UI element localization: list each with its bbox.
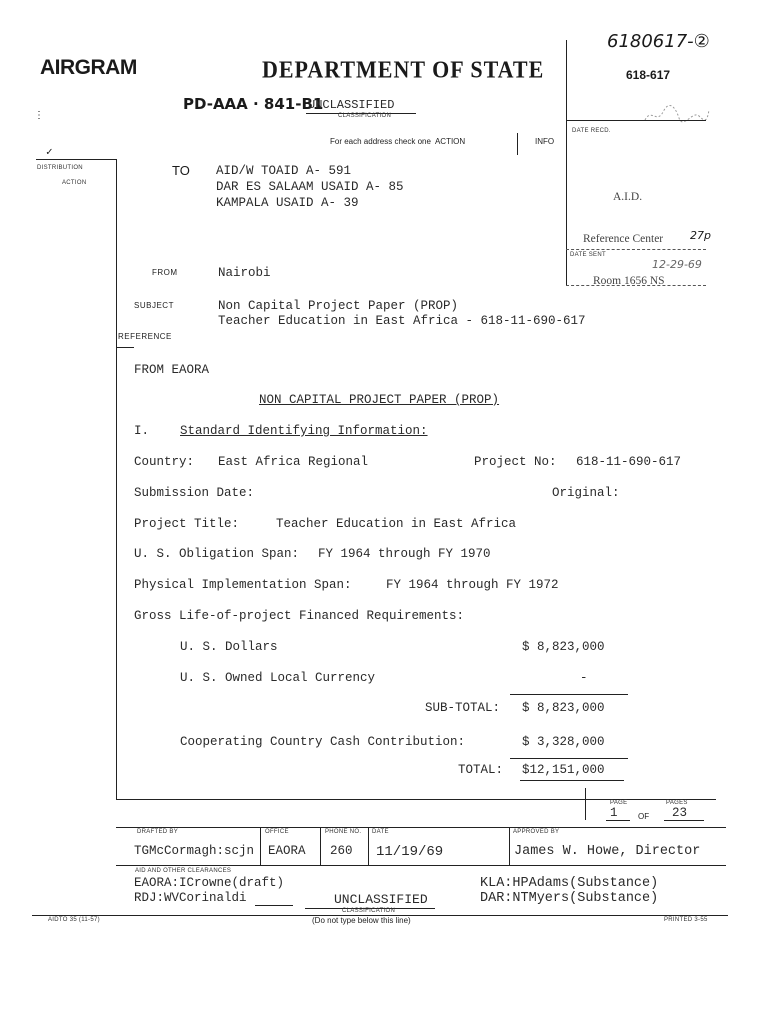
classification-top: UNCLASSIFIED (308, 98, 395, 112)
reference-label: REFERENCE (118, 332, 172, 341)
pages-value: 23 (672, 806, 688, 820)
date-sent-value: 12-29-69 (652, 258, 702, 271)
total-value: $12,151,000 (522, 763, 605, 777)
obligation-label: U. S. Obligation Span: (134, 547, 300, 561)
subject-line2: Teacher Education in East Africa - 618-11-690-617 (218, 314, 586, 328)
office-label: OFFICE (265, 829, 289, 835)
stamp-line3: Room 1656 NS (593, 275, 665, 287)
to-label: TO (172, 163, 190, 178)
classification-label-bottom: CLASSIFICATION (342, 908, 396, 914)
date-label: DATE (372, 829, 389, 835)
date-sent-label: DATE SENT (570, 252, 606, 258)
original-label: Original: (552, 486, 620, 500)
section-number: I. (134, 424, 150, 438)
from-label: FROM (152, 268, 178, 277)
clearance-right2: DAR:NTMyers(Substance) (480, 891, 659, 906)
clearance-left1: EAORA:ICrowne(draft) (134, 876, 285, 890)
date-recd-label: DATE RECD. (572, 128, 611, 134)
drafted-by-value: TGMcCormagh:scjn (134, 844, 255, 858)
implementation-label: Physical Implementation Span: (134, 578, 352, 592)
form-number: AIDTO 35 (11-57) (48, 917, 100, 923)
distribution-label: DISTRIBUTION (37, 165, 83, 171)
initials-scribble-icon (622, 84, 711, 133)
local-currency-label: U. S. Owned Local Currency (180, 671, 376, 685)
of-label: OF (638, 812, 650, 821)
do-not-type-note: (Do not type below this line) (312, 916, 411, 925)
margin-arrow-icon: ✓ (46, 147, 53, 159)
coop-contribution-value: $ 3,328,000 (522, 735, 605, 749)
phone-label: PHONE NO. (325, 829, 362, 835)
stamp-line2: Reference Center (583, 233, 664, 245)
info-label: INFO (535, 137, 555, 146)
gross-requirements-label: Gross Life-of-project Financed Requirements: (134, 609, 465, 623)
form-type-title: AIRGRAM (40, 56, 137, 79)
approved-by-value: James W. Howe, Director (514, 844, 701, 859)
page-count-note: 27p (690, 229, 711, 242)
classification-bottom: UNCLASSIFIED (334, 892, 428, 907)
from-value: Nairobi (218, 266, 271, 280)
margin-mark-icon: ⋮ (34, 111, 44, 122)
to-line1: AID/W TOAID A- 591 (216, 164, 352, 178)
project-title-label: Project Title: (134, 517, 240, 531)
local-currency-value: - (580, 671, 588, 685)
document-heading: NON CAPITAL PROJECT PAPER (PROP) (259, 393, 500, 407)
clearances-label: AID AND OTHER CLEARANCES (135, 868, 232, 874)
from-eaora: FROM EAORA (134, 363, 210, 377)
coop-contribution-label: Cooperating Country Cash Contribution: (180, 735, 466, 749)
action-label: ACTION (62, 180, 87, 186)
printed-date: PRINTED 3-55 (664, 917, 708, 923)
project-title-value: Teacher Education in East Africa (276, 517, 517, 531)
doc-id: PD-AAA · 841-B1 (183, 95, 324, 113)
pages-label: PAGES (666, 800, 688, 806)
total-label: TOTAL: (458, 763, 504, 777)
subtotal-value: $ 8,823,000 (522, 701, 605, 715)
section-title: Standard Identifying Information: (180, 424, 428, 438)
country-value: East Africa Regional (218, 455, 369, 469)
subtotal-label: SUB-TOTAL: (425, 701, 501, 715)
department-title: DEPARTMENT OF STATE (262, 55, 545, 83)
to-line2: DAR ES SALAAM USAID A- 85 (216, 180, 404, 194)
us-dollars-value: $ 8,823,000 (522, 640, 605, 654)
country-label: Country: (134, 455, 195, 469)
office-value: EAORA (268, 844, 306, 858)
project-no-value: 618-11-690-617 (576, 455, 682, 469)
page-value: 1 (610, 806, 618, 820)
project-no-label: Project No: (474, 455, 557, 469)
handwritten-number: 6180617-② (607, 31, 710, 52)
submission-label: Submission Date: (134, 486, 255, 500)
to-line3: KAMPALA USAID A- 39 (216, 196, 359, 210)
stamp-line1: A.I.D. (613, 191, 643, 203)
subject-label: SUBJECT (134, 301, 174, 310)
implementation-value: FY 1964 through FY 1972 (386, 578, 559, 592)
phone-value: 260 (330, 844, 353, 858)
routing-instruction: For each address check one ACTION (330, 137, 466, 146)
approved-by-label: APPROVED BY (513, 829, 560, 835)
clearance-right1: KLA:HPAdams(Substance) (480, 876, 659, 891)
drafted-by-label: DRAFTED BY (137, 829, 179, 835)
page-label: PAGE (610, 800, 628, 806)
date-value: 11/19/69 (376, 844, 444, 860)
us-dollars-label: U. S. Dollars (180, 640, 278, 654)
clearance-left2: RDJ:WVCorinaldi (134, 891, 247, 905)
reference-center-stamp (583, 162, 665, 302)
printed-number: 618-617 (626, 68, 671, 82)
subject-line1: Non Capital Project Paper (PROP) (218, 299, 459, 313)
obligation-value: FY 1964 through FY 1970 (318, 547, 491, 561)
classification-label-top: CLASSIFICATION (338, 113, 392, 119)
